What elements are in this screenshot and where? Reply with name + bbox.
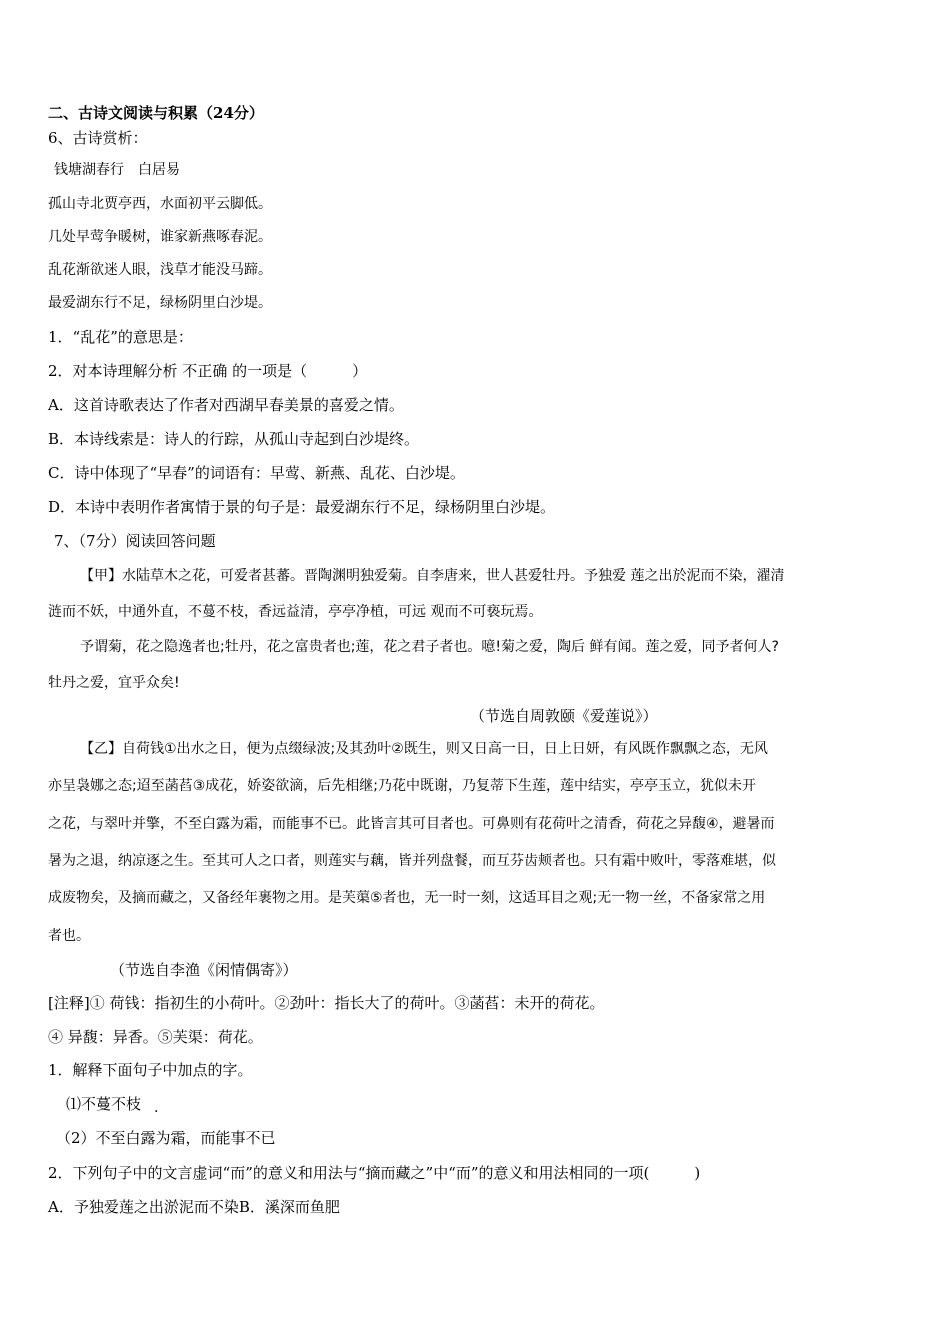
q6-title: 6、古诗赏析： xyxy=(48,129,148,147)
poem-line: 孤山寺北贾亭西，水面初平云脚低。 xyxy=(48,196,272,212)
jia-line: 【甲】水陆草木之花，可爱者甚蕃。晋陶渊明独爱菊。自李唐来，世人甚爱牡丹。予独爱 莲之出於泥而不染，濯清 xyxy=(80,568,785,584)
q6-sub1: 1．“乱花”的意思是： xyxy=(48,328,193,346)
option-d: D．本诗中表明作者寓情于景的句子是：最爱湖东行不足，绿杨阴里白沙堤。 xyxy=(48,498,556,516)
q7-title: 7、（7分）阅读回答问题 xyxy=(54,532,216,550)
q7-sub1-item: （2）不至白露为霜，而能事不已 xyxy=(56,1129,276,1147)
option-a: A．这首诗歌表达了作者对西湖早春美景的喜爱之情。 xyxy=(48,396,404,414)
yi-line: 亦呈袅娜之态;迢至菡萏③成花，娇姿欲滴，后先相继;乃花中既谢，乃复蒂下生莲，莲中结实，亭亭玉立，犹似未开 xyxy=(48,778,756,794)
poem-line: 乱花渐欲迷人眼，浅草才能没马蹄。 xyxy=(48,262,272,278)
jia-source: （节选自周敦颐《爱莲说》） xyxy=(470,707,658,725)
yi-line: 成废物矣，及摘而藏之，又备经年裹物之用。是芙蕖⑤者也，无一时一刻，这适耳目之观;无一物一丝，不备家常之用 xyxy=(48,890,766,906)
poem-line: 最爱湖东行不足，绿杨阴里白沙堤。 xyxy=(48,295,272,311)
notes-line: [注释]① 荷钱：指初生的小荷叶。②劲叶：指长大了的荷叶。③菡萏：未开的荷花。 xyxy=(48,994,605,1012)
q7-sub2-options: A．予独爱莲之出淤泥而不染B．溪深而鱼肥 xyxy=(48,1198,340,1216)
q7-sub2: 2．下列句子中的文言虚词“而”的意义和用法与“摘而藏之”中“而”的意义和用法相同的一项( ) xyxy=(48,1164,701,1182)
q6-sub2: 2．对本诗理解分析 不正确 的一项是（ ） xyxy=(48,362,368,380)
q7-sub1: 1．解释下面句子中加点的字。 xyxy=(48,1061,253,1079)
poem-title: 钱塘湖春行 白居易 xyxy=(54,162,180,178)
jia-line: 予谓菊，花之隐逸者也;牡丹，花之富贵者也;莲，花之君子者也。噫!菊之爱，陶后 鲜有闻。莲之爱，同予者何人? xyxy=(80,639,779,655)
emphasis-dot: . xyxy=(154,1100,159,1116)
yi-line: 【乙】自荷钱①出水之日，便为点缀绿波;及其劲叶②既生，则又日高一日，日上日妍，有风既作飘飘之态，无风 xyxy=(80,741,768,757)
jia-line: 涟而不妖，中通外直，不蔓不枝，香远益清，亭亭净植，可远 观而不可亵玩焉。 xyxy=(48,604,543,620)
yi-line: 暑为之退，纳凉逐之生。至其可人之口者，则莲实与藕，皆并列盘餐，而互芬齿颊者也。只有霜中败叶，零落难堪，似 xyxy=(48,853,776,869)
poem-line: 几处早莺争暖树，谁家新燕啄春泥。 xyxy=(48,229,272,245)
notes-line: ④ 异馥：异香。⑤芙渠：荷花。 xyxy=(48,1028,263,1046)
section-heading: 二、古诗文阅读与积累（24分） xyxy=(48,104,264,122)
q7-sub1-item: ⑴不蔓不枝 xyxy=(66,1095,142,1113)
yi-source: （节选自李渔《闲情偶寄》） xyxy=(110,961,298,979)
option-b: B．本诗线索是：诗人的行踪，从孤山寺起到白沙堤终。 xyxy=(48,430,420,448)
yi-line: 之花，与翠叶并擎，不至白露为霜，而能事不已。此皆言其可目者也。可鼻则有花荷叶之清香，荷花之异馥④，避暑而 xyxy=(48,816,775,832)
yi-line: 者也。 xyxy=(48,928,90,944)
jia-line: 牡丹之爱，宜乎众矣! xyxy=(48,675,180,691)
option-c: C．诗中体现了“早春”的词语有：早莺、新燕、乱花、白沙堤。 xyxy=(48,464,465,482)
